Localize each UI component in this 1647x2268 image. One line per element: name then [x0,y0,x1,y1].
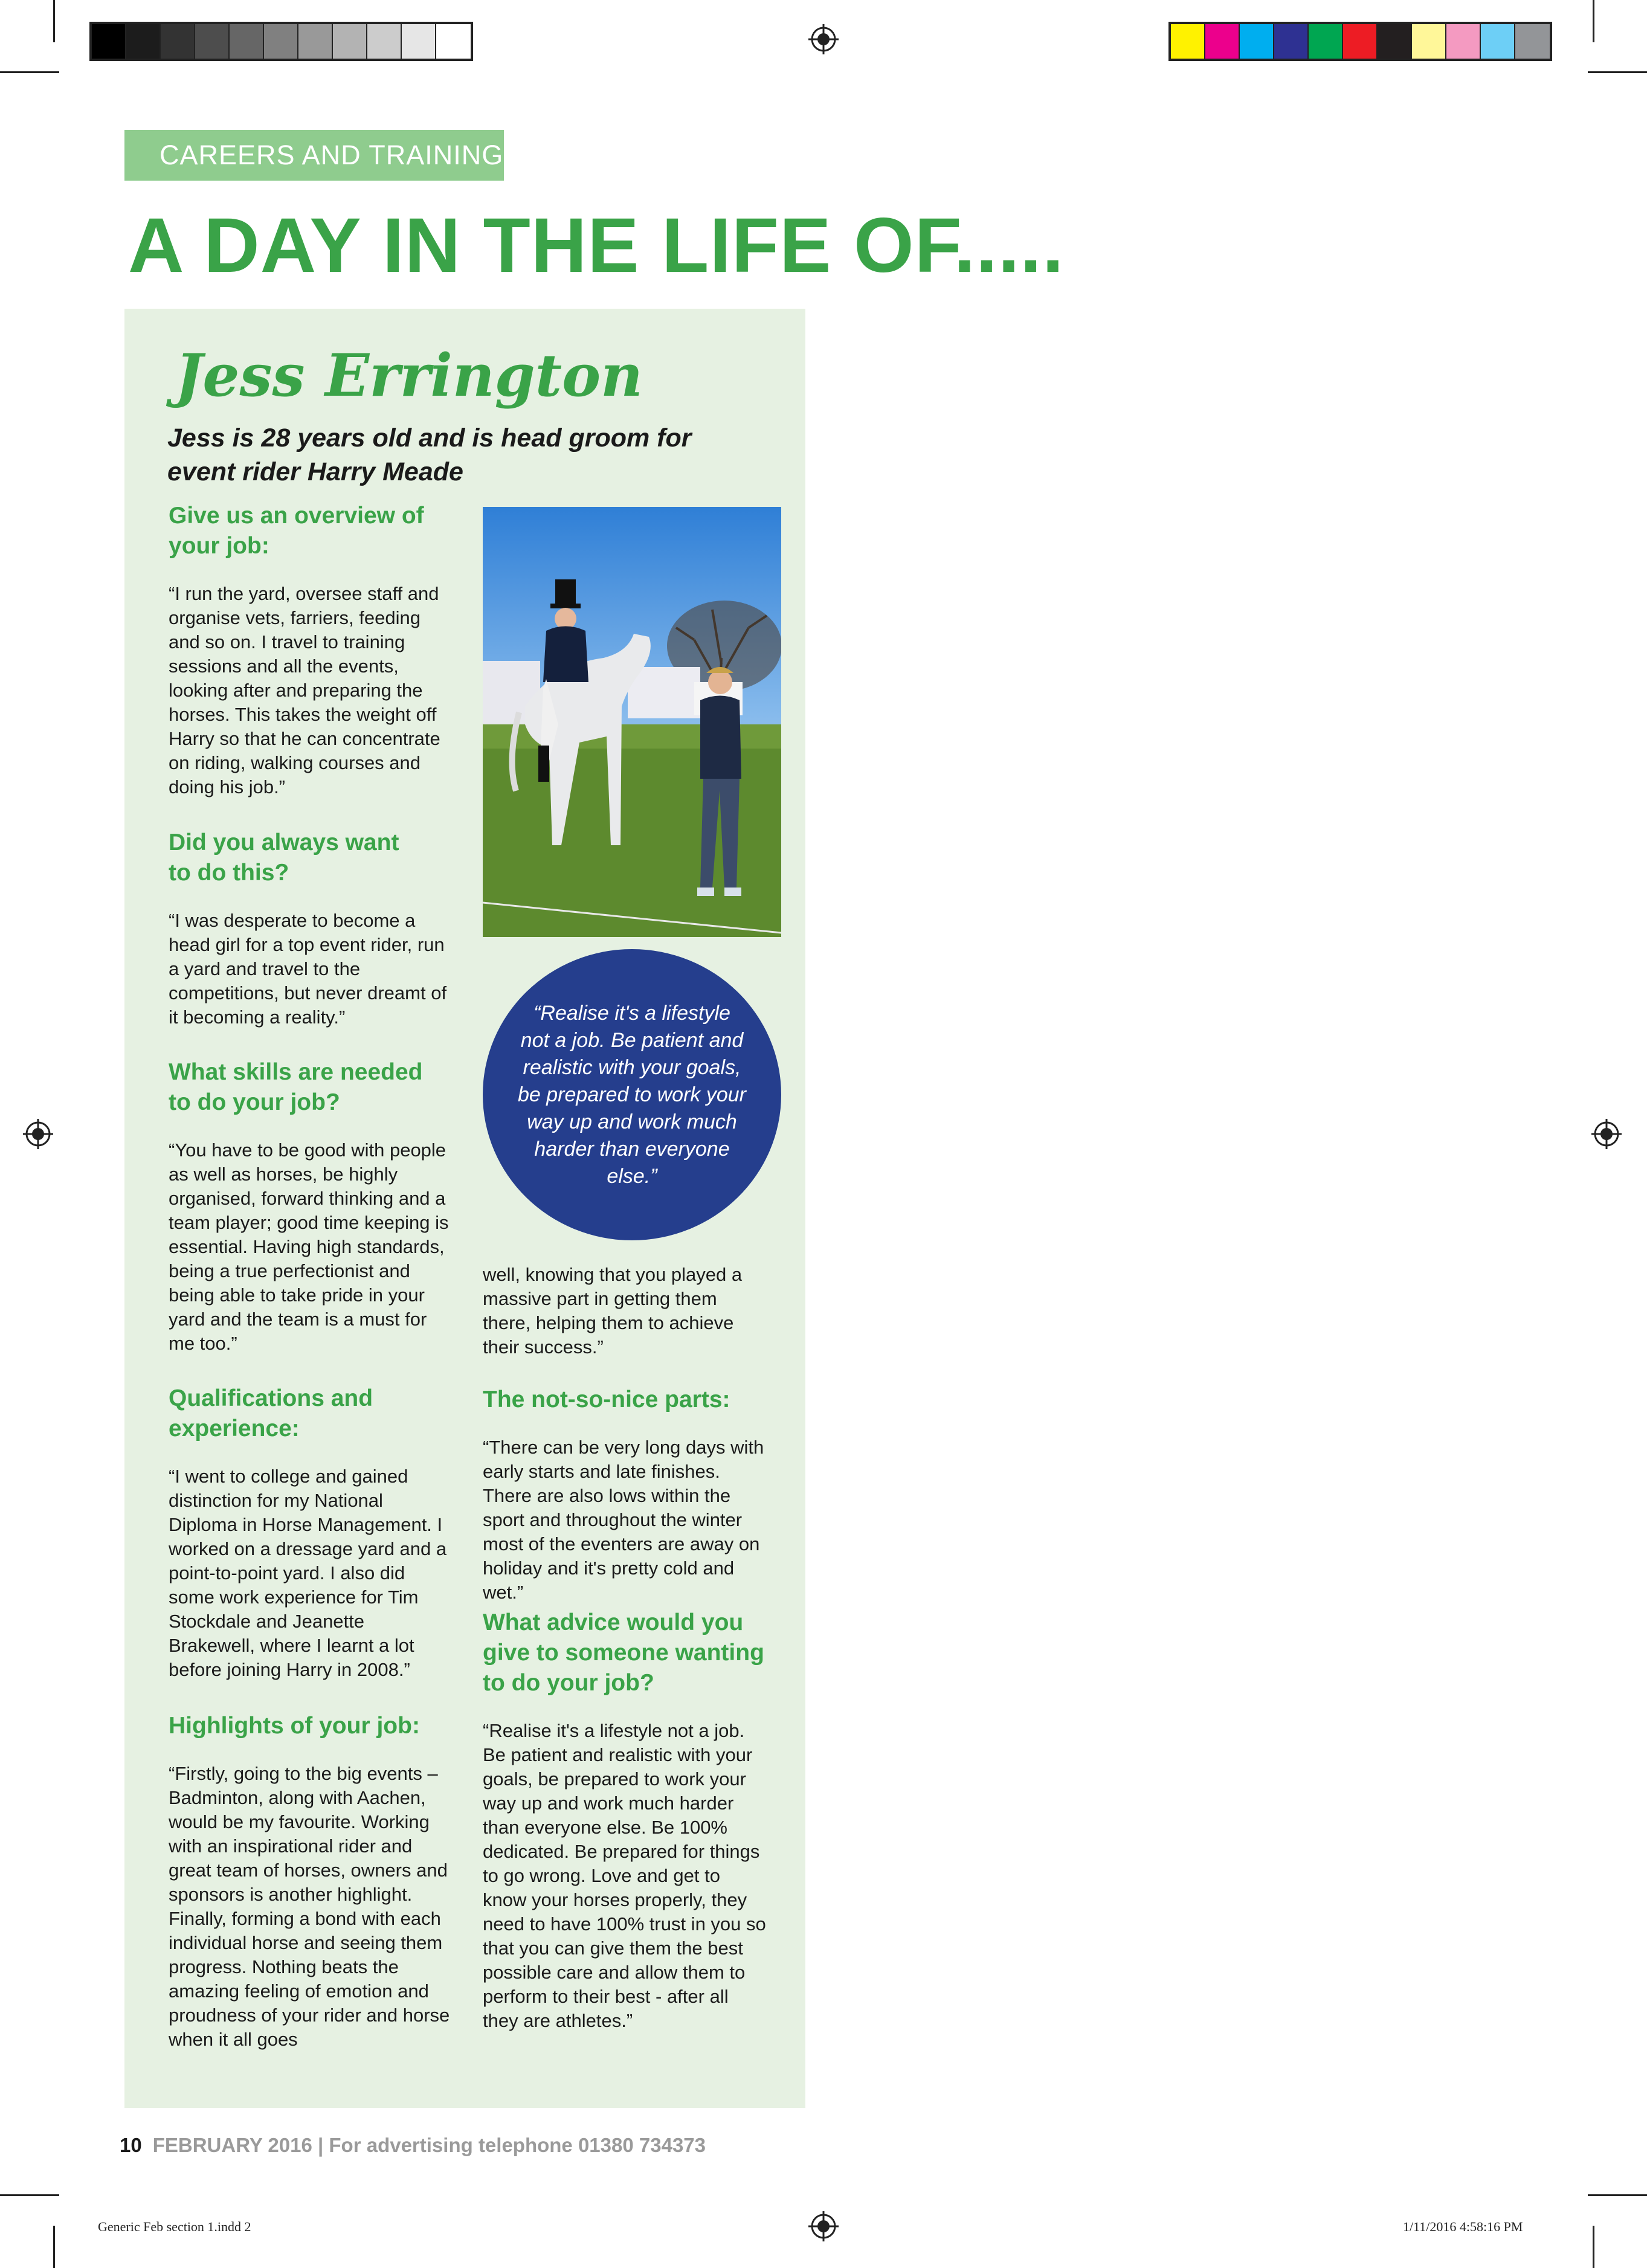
slug-timestamp: 1/11/2016 4:58:16 PM [1403,2219,1523,2234]
section-overview [169,501,453,799]
crop-mark [1588,2194,1647,2196]
section-heading: to do your job? [483,1670,654,1696]
grayscale-color-bar [89,22,473,61]
color-swatch [1412,24,1446,59]
color-swatch [1205,24,1240,59]
section-heading: Highlights of your job: [169,1713,420,1739]
section-heading: experience: [169,1416,300,1442]
color-swatch [1515,24,1550,59]
pull-quote-text: “Realise it's a lifestyle not a job. Be patient and realistic with your goals, be prepared to work your way up and work much harder than everyone else.” [518,1001,746,1188]
color-swatch [92,24,126,59]
page-title: A DAY IN THE LIFE OF..... [128,202,1065,289]
color-swatch [436,24,471,59]
color-swatch [1274,24,1309,59]
color-swatch [1309,24,1343,59]
color-swatch [1481,24,1515,59]
registration-mark-icon [23,1119,53,1149]
section-not-so-nice [483,1385,767,1605]
intro-line: event rider Harry Meade [167,457,463,486]
crop-mark [1593,2226,1594,2268]
registration-mark-icon [808,2211,839,2241]
crop-mark [53,0,55,42]
crop-mark [1588,71,1647,73]
color-swatch [402,24,436,59]
crop-mark [1593,0,1594,42]
color-swatch [367,24,402,59]
photo-rider-and-groom [483,507,781,937]
pull-quote [483,949,781,1240]
intro-text [167,421,711,489]
color-swatch [1446,24,1481,59]
color-swatch [195,24,230,59]
section-qualifications [169,1384,453,1682]
color-swatch [333,24,367,59]
section-body: “Realise it's a lifestyle not a job. Be patient and realistic with your goals, be prepared to work your way up and work much harder than everyone else. Be 100% dedicated. Be prepared for things to go wrong. Love and get to know your horses properly, they need to have 100% trust in you so that you can give them the best possible care and allow them to perform to their best - after all they are athletes.” [483,1720,766,2031]
footer-text: FEBRUARY 2016 | For advertising telephone 01380 734373 [152,2134,706,2156]
section-body: well, knowing that you played a massive part in getting them there, helping them to achieve their success.” [483,1264,743,1358]
color-swatch [126,24,161,59]
section-highlights [169,1711,453,2052]
intro-line: Jess is 28 years old and is head groom for [167,424,692,453]
section-body: “Firstly, going to the big events – Badminton, along with Aachen, would be my favourite. Working with an inspirational rider and great team of horses, owners and sponsors is another highlight. Finally, forming a bond with each individual horse and seeing them progress. Nothing beats the amazing feeling of emotion and proudness of your rider and horse when it all goes [169,1763,450,2050]
section-heading: The not-so-nice parts: [483,1387,730,1413]
section-always-want [169,828,453,1029]
section-heading: give to someone wanting [483,1640,764,1666]
crop-mark [0,2194,59,2196]
section-label: CAREERS AND TRAINING [124,130,504,181]
process-color-bar [1168,22,1552,61]
crop-mark [53,2226,55,2268]
section-heading: What advice would you [483,1609,744,1635]
color-swatch [1171,24,1205,59]
registration-mark-icon [808,24,839,54]
section-body: “There can be very long days with early starts and late finishes. There are also lows within the sport and throughout the winter most of the eventers are away on holiday and it's pretty cold and wet.” [483,1437,764,1603]
section-heading: Did you always want [169,830,399,855]
color-swatch [298,24,333,59]
color-swatch [230,24,264,59]
section-heading: your job: [169,533,269,559]
section-heading: Qualifications and [169,1385,373,1411]
page-number: 10 [120,2134,142,2156]
color-swatch [1378,24,1412,59]
section-heading: to do your job? [169,1089,340,1115]
section-body: “I run the yard, oversee staff and organise vets, farriers, feeding and so on. I travel to training sessions and all the events, looking after and preparing the horses. This takes the weight off Harry so that he can concentrate on riding, walking courses and doing his job.” [169,583,440,797]
color-swatch [264,24,298,59]
color-swatch [161,24,195,59]
section-skills [169,1057,453,1356]
section-body: “You have to be good with people as well as horses, be highly organised, forward thinking and a team player; good time keeping is essential. Having high standards, being a true perfectionist and being able to take pride in your yard and the team is a must for me too.” [169,1139,449,1354]
page-footer [120,2134,706,2157]
crop-mark [0,71,59,73]
slug-filename: Generic Feb section 1.indd 2 [98,2219,251,2234]
section-heading: to do this? [169,860,289,886]
section-heading: What skills are needed [169,1059,423,1085]
section-advice [483,1608,767,2033]
section-heading: Give us an overview of [169,503,424,529]
section-body: “I went to college and gained distinction for my National Diploma in Horse Management. I worked on a dressage yard and a point-to-point yard. I also did some work experience for Tim Stockdale and Jeanette Brakewell, where I learnt a lot before joining Harry in 2008.” [169,1466,447,1680]
color-swatch [1343,24,1378,59]
section-body: “I was desperate to become a head girl for a top event rider, run a yard and travel to the competitions, but never dreamt of it becoming a reality.” [169,910,447,1028]
registration-mark-icon [1591,1119,1622,1149]
color-swatch [1240,24,1274,59]
section-highlights-continued [483,1263,767,1359]
person-name: Jess Errington [175,341,643,410]
